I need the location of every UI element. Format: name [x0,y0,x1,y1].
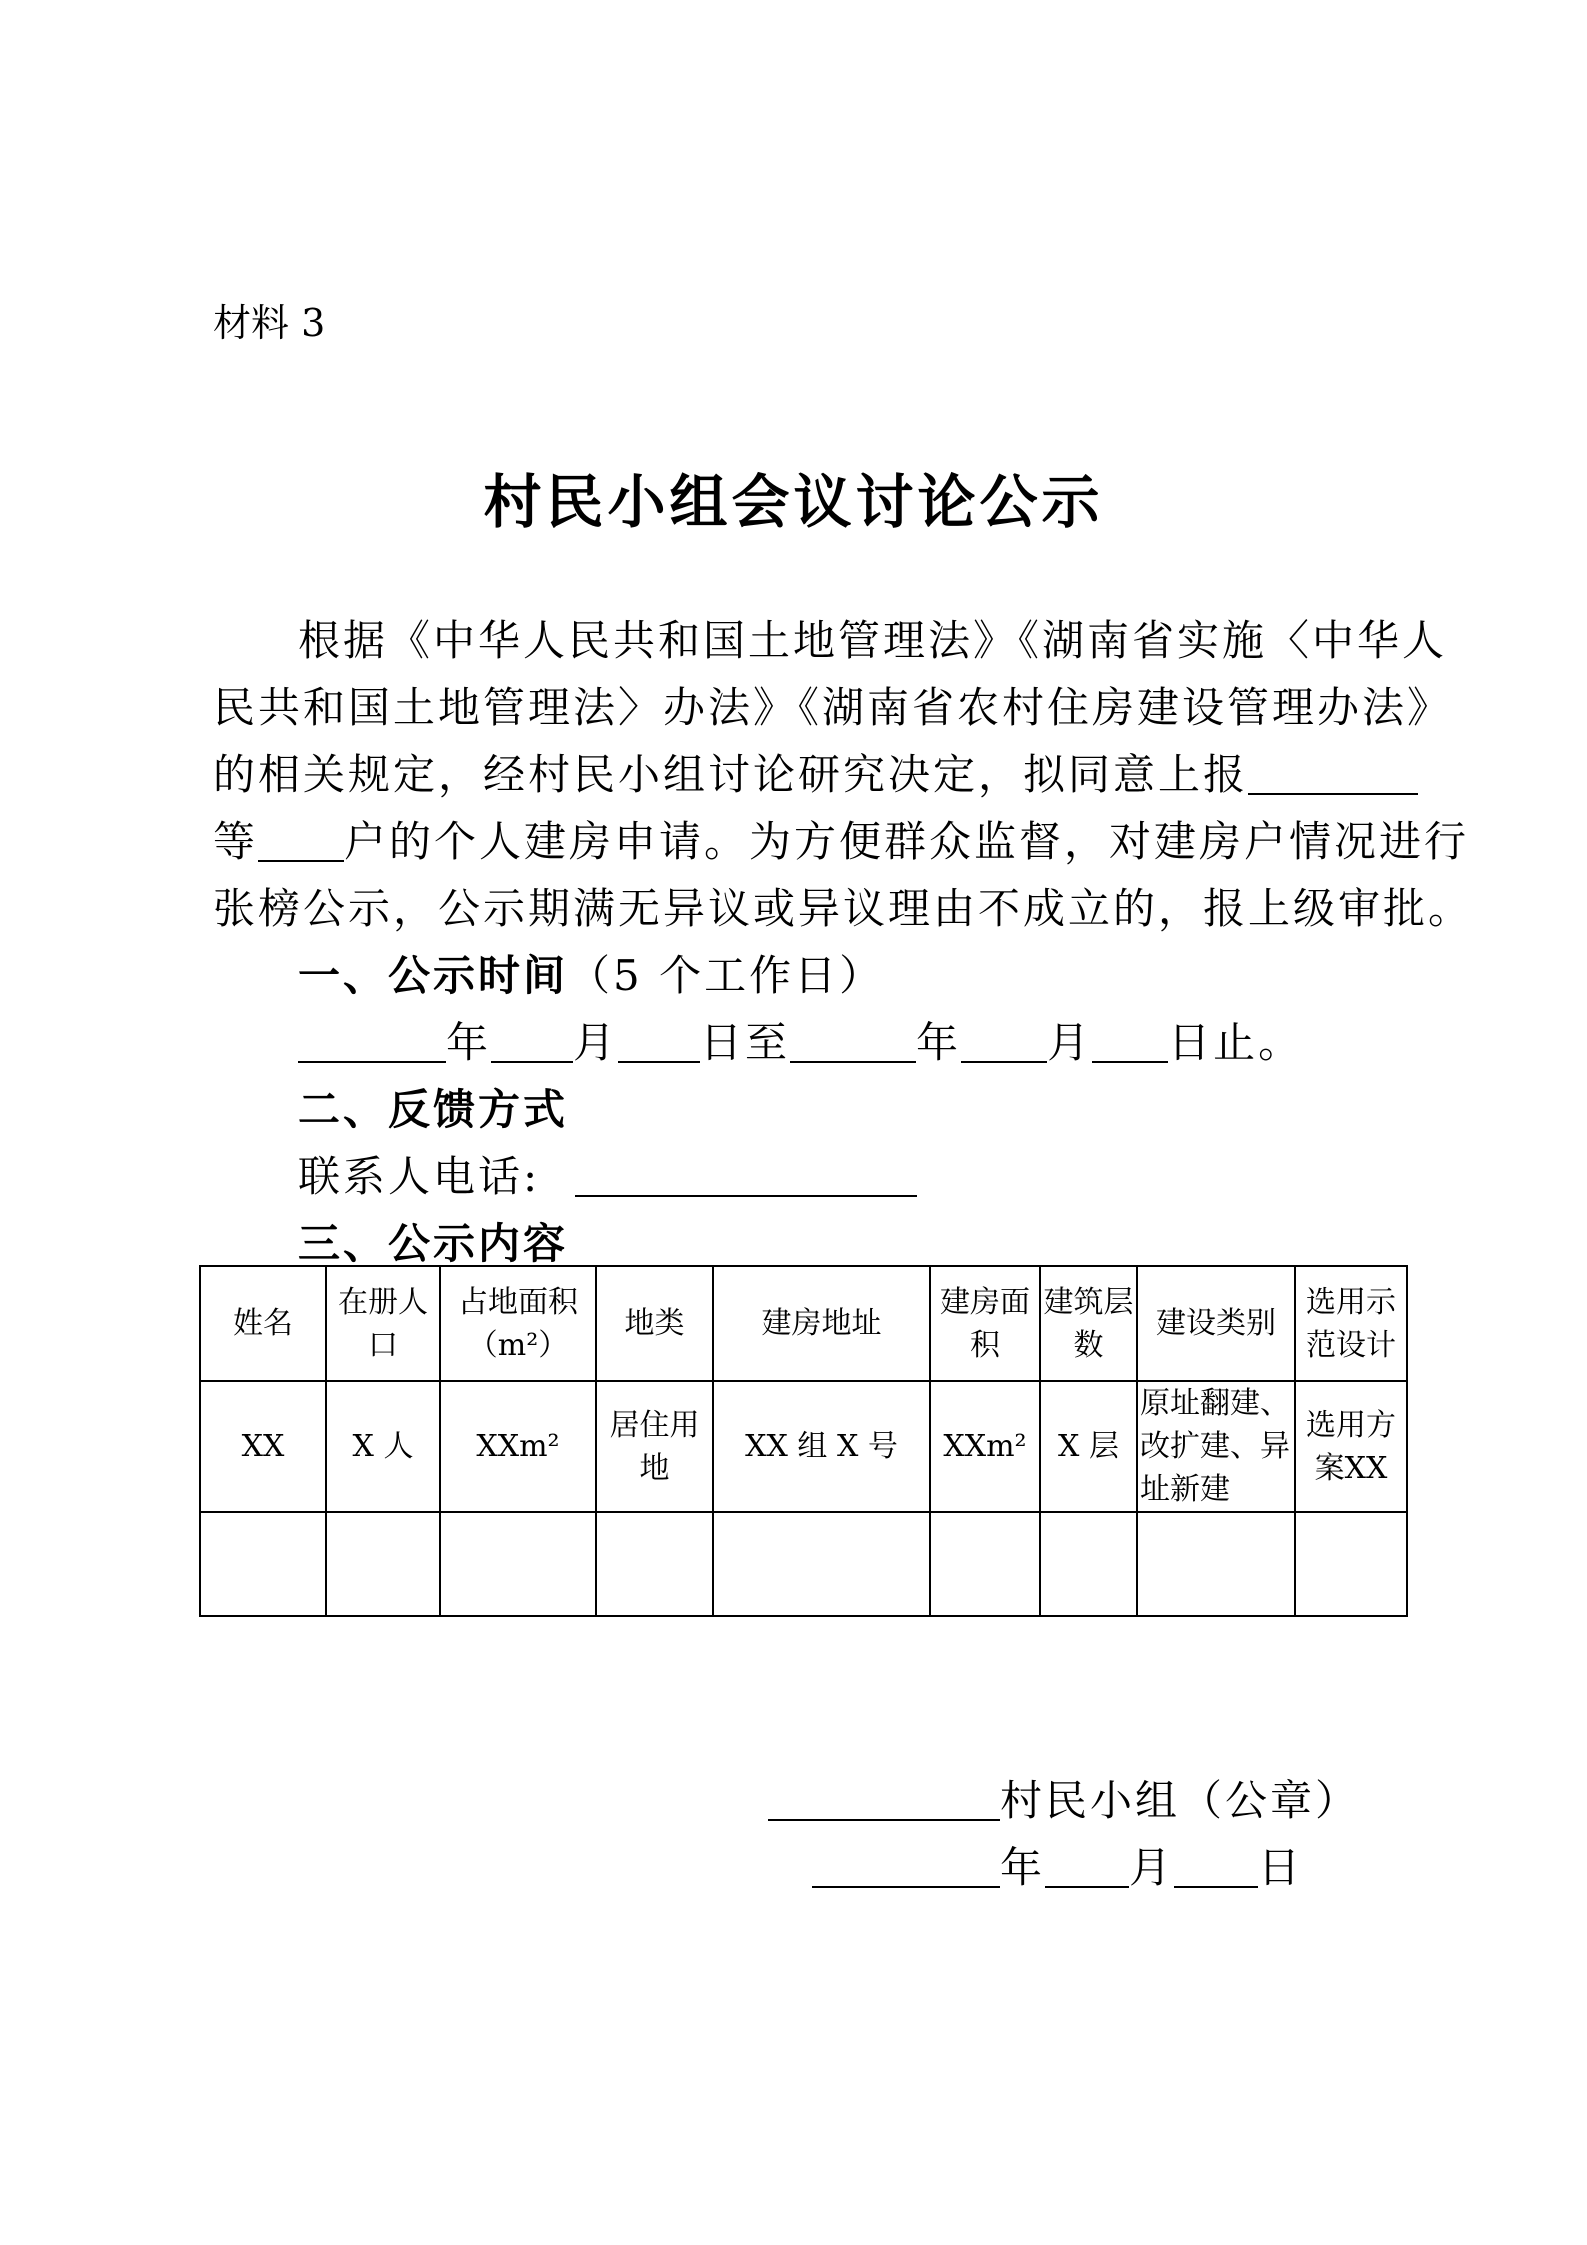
paragraph-line-4-prefix: 等 [213,817,259,866]
cell-address: XX 组 X 号 [713,1381,930,1512]
empty-cell [440,1512,596,1616]
publicity-table [199,1265,1408,1617]
header-population: 在册人口 [326,1266,440,1381]
paragraph-line-4-text: 户的个人建房申请。为方便群众监督，对建房户情况进行 [344,817,1470,866]
table-row [200,1381,1407,1512]
table-row-empty [200,1512,1407,1616]
cell-name: XX [200,1381,326,1512]
cell-design: 选用方案XX [1295,1381,1407,1512]
sign-year-blank [812,1846,1000,1888]
contact-label: 联系人电话: [298,1152,541,1201]
header-land-area: 占地面积（m²） [440,1266,596,1381]
header-address: 建房地址 [713,1266,930,1381]
empty-cell [1295,1512,1407,1616]
section-1-title: 一、公示时间 [298,951,569,1000]
paragraph-line-2: 民共和国土地管理法〉办法》《湖南省农村住房建设管理办法》 [213,683,1453,732]
table-header-row [200,1266,1407,1381]
household-count-blank [258,820,344,862]
end-year-label: 年 [916,1018,962,1067]
page-title: 村民小组会议讨论公示 [483,468,1104,536]
empty-cell [713,1512,930,1616]
cell-building-area: XXm² [930,1381,1040,1512]
paragraph-line-4 [213,809,1469,869]
sign-day-blank [1174,1846,1258,1888]
end-year-blank [790,1021,916,1063]
signature-group-line [768,1768,1360,1828]
end-month-label: 月 [1047,1018,1093,1067]
header-construction-type: 建设类别 [1137,1266,1295,1381]
empty-cell [200,1512,326,1616]
start-day-label: 日至 [700,1018,791,1067]
section-1-heading [298,943,884,1003]
cell-land-type: 居住用地 [596,1381,713,1512]
cell-floors: X 层 [1040,1381,1137,1512]
section-2-heading: 二、反馈方式 [298,1085,569,1134]
cell-construction-type: 原址翻建、改扩建、异址新建 [1137,1381,1295,1512]
start-year-blank [298,1021,446,1063]
header-land-type: 地类 [596,1266,713,1381]
date-range [298,1010,1303,1070]
empty-cell [930,1512,1040,1616]
cell-population: X 人 [326,1381,440,1512]
end-day-label: 日止。 [1168,1018,1304,1067]
end-month-blank [961,1021,1047,1063]
end-day-blank [1092,1021,1168,1063]
header-floors: 建筑层数 [1040,1266,1137,1381]
household-name-blank [1248,753,1418,795]
contact-line [298,1144,917,1204]
header-name: 姓名 [200,1266,326,1381]
paragraph-line-3 [213,742,1418,802]
cell-land-area: XXm² [440,1381,596,1512]
signature-group-label: 村民小组（公章） [1000,1776,1361,1825]
empty-cell [1040,1512,1137,1616]
group-name-blank [768,1779,1000,1821]
empty-cell [596,1512,713,1616]
section-1-note: （5 个工作日） [568,951,885,1000]
header-design: 选用示范设计 [1295,1266,1407,1381]
contact-phone-blank [575,1155,917,1197]
start-year-label: 年 [446,1018,492,1067]
paragraph-line-1: 根据《中华人民共和国土地管理法》《湖南省实施〈中华人 [298,616,1448,665]
paragraph-line-5: 张榜公示，公示期满无异议或异议理由不成立的，报上级审批。 [213,884,1474,933]
empty-cell [1137,1512,1295,1616]
start-month-blank [491,1021,573,1063]
sign-year-label: 年 [1000,1843,1046,1892]
empty-cell [326,1512,440,1616]
section-3-heading: 三、公示内容 [298,1219,569,1268]
signature-date-line [812,1835,1303,1895]
header-building-area: 建房面积 [930,1266,1040,1381]
sign-month-label: 月 [1129,1843,1175,1892]
start-day-blank [618,1021,700,1063]
paragraph-line-3-text: 的相关规定，经村民小组讨论研究决定，拟同意上报 [213,750,1249,799]
material-label: 材料 3 [213,301,326,345]
sign-day-label: 日 [1258,1843,1304,1892]
start-month-label: 月 [573,1018,619,1067]
sign-month-blank [1045,1846,1129,1888]
